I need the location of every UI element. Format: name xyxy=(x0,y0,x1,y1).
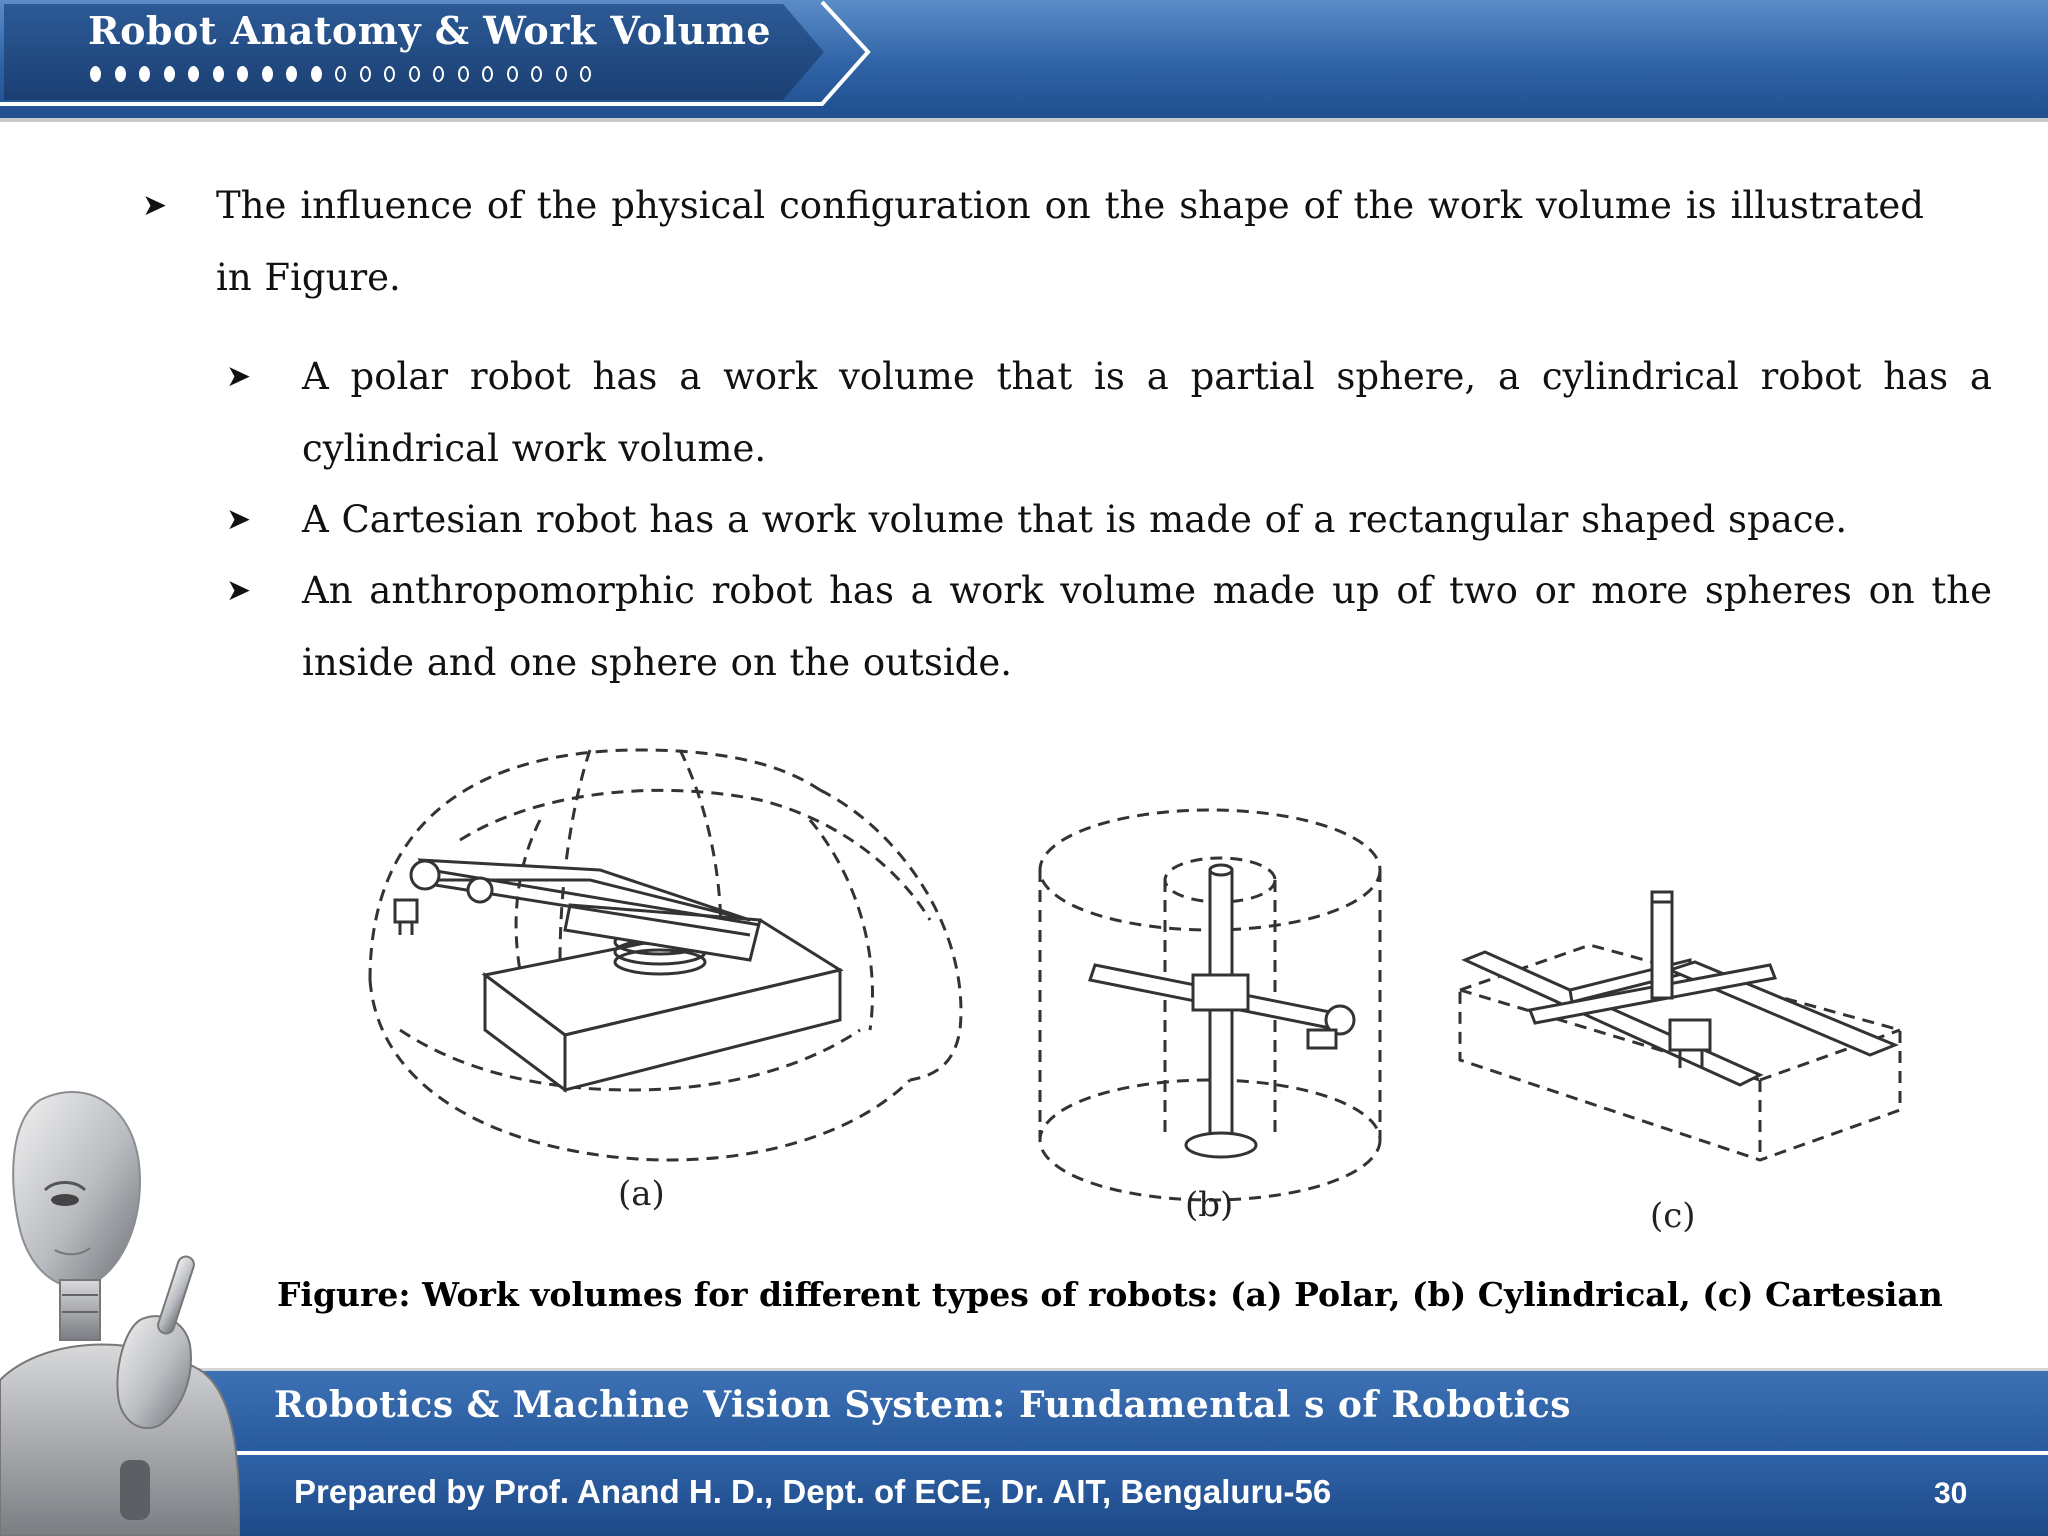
slide-title: Robot Anatomy & Work Volume xyxy=(88,8,772,53)
progress-dot xyxy=(507,66,518,82)
progress-dot xyxy=(311,66,322,82)
progress-dot xyxy=(409,66,420,82)
progress-dot xyxy=(262,66,273,82)
progress-dot xyxy=(482,66,493,82)
progress-dot xyxy=(164,66,175,82)
cartesian-robot-drawing xyxy=(1460,892,1900,1160)
figure-caption: Figure: Work volumes for different types of robots: (a) Polar, (b) Cylindrical, (c) Cartesian xyxy=(277,1275,1943,1314)
progress-dot xyxy=(580,66,591,82)
progress-dot xyxy=(384,66,395,82)
footer-author: Prepared by Prof. Anand H. D., Dept. of ECE, Dr. AIT, Bengaluru-56 xyxy=(294,1473,1332,1510)
progress-dot xyxy=(335,66,346,82)
bullet-text: The influence of the physical configuration on the shape of the work volume is illustrated in Figure. xyxy=(216,184,1924,299)
figure-label-a: (a) xyxy=(618,1174,665,1214)
work-volume-figure xyxy=(340,730,1920,1240)
arrow-bullet-icon: ➤ xyxy=(142,188,168,223)
polar-robot-drawing xyxy=(370,750,961,1160)
slide-header xyxy=(0,0,2048,124)
progress-dot xyxy=(433,66,444,82)
bullet-text: A Cartesian robot has a work volume that is made of a rectangular shaped space. xyxy=(302,498,1848,541)
figure-label-b: (b) xyxy=(1185,1185,1234,1225)
robot-mascot-icon xyxy=(0,1080,240,1536)
progress-dot xyxy=(188,66,199,82)
progress-dot xyxy=(213,66,224,82)
footer-course-title: Robotics & Machine Vision System: Fundamental s of Robotics xyxy=(274,1384,1572,1426)
progress-dot xyxy=(458,66,469,82)
figure-label-c: (c) xyxy=(1650,1196,1696,1236)
progress-dot xyxy=(237,66,248,82)
progress-dot xyxy=(556,66,567,82)
work-volume-diagram xyxy=(340,730,1920,1240)
progress-dot xyxy=(115,66,126,82)
arrow-bullet-icon: ➤ xyxy=(226,502,252,537)
progress-dot xyxy=(531,66,542,82)
progress-dot xyxy=(139,66,150,82)
progress-dot xyxy=(286,66,297,82)
progress-dots xyxy=(90,66,591,82)
arrow-bullet-icon: ➤ xyxy=(226,573,252,608)
bullet-text: A polar robot has a work volume that is a partial sphere, a cylindrical robot has a cylindrical work volume. xyxy=(302,355,1992,470)
bullet-text: An anthropomorphic robot has a work volume made up of two or more spheres on the inside and one sphere on the outside. xyxy=(302,569,1992,684)
cylindrical-robot-drawing xyxy=(1040,810,1380,1200)
arrow-bullet-icon: ➤ xyxy=(226,359,252,394)
page-number: 30 xyxy=(1934,1477,1968,1510)
progress-dot xyxy=(360,66,371,82)
progress-dot xyxy=(90,66,101,82)
